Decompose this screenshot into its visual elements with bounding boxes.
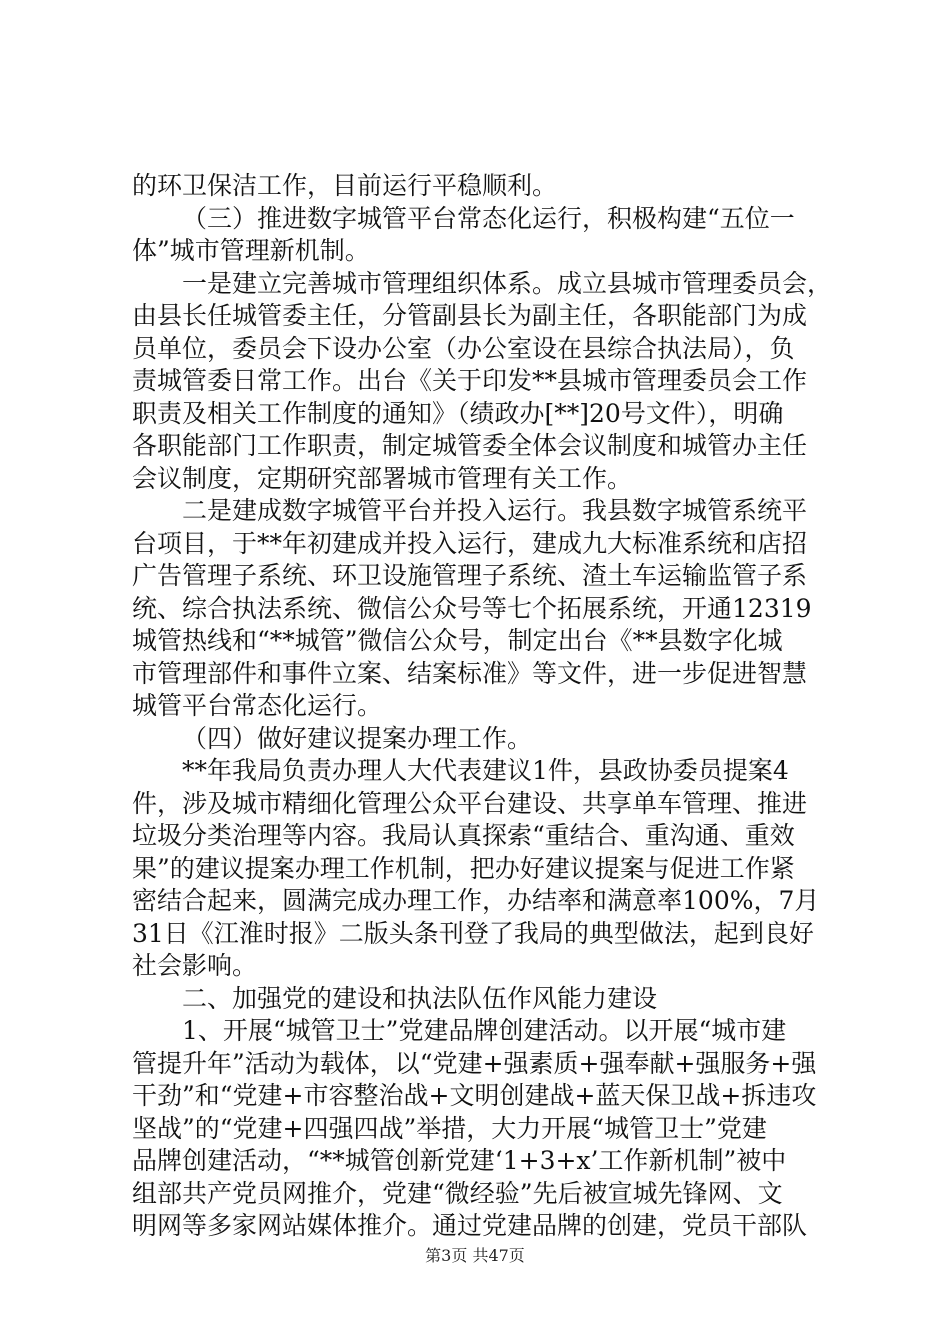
text-line: （三）推进数字城管平台常态化运行，积极构建“五位一 xyxy=(182,203,795,233)
text-line: 品牌创建活动，“**城管创新党建‘1+3+x’工作新机制”被中 xyxy=(132,1146,787,1175)
text-line: 二、加强党的建设和执法队伍作风能力建设 xyxy=(182,983,658,1013)
text-line: 坚战”的“党建+四强四战”举措，大力开展“城管卫士”党建 xyxy=(132,1113,767,1143)
text-line: 职责及相关工作制度的通知》（绩政办[**]20号文件），明确 xyxy=(132,398,784,428)
text-line: 垃圾分类治理等内容。我局认真探索“重结合、重沟通、重效 xyxy=(132,821,795,850)
text-line: 城管平台常态化运行。 xyxy=(132,691,383,720)
text-line: 市管理部件和事件立案、结案标准》等文件，进一步促进智慧 xyxy=(132,658,808,688)
text-line: 果”的建议提案办理工作机制，把办好建议提案与促进工作紧 xyxy=(132,853,795,883)
text-line: 城管热线和“**城管”微信公众号，制定出台《**县数字化城 xyxy=(132,626,783,655)
text-line: 的环卫保洁工作，目前运行平稳顺利。 xyxy=(132,171,558,200)
text-line: 广告管理子系统、环卫设施管理子系统、渣土车运输监管子系 xyxy=(132,561,808,590)
text-line: 台项目，于**年初建成并投入运行，建成九大标准系统和店招 xyxy=(132,528,808,558)
text-line: 明网等多家网站媒体推介。通过党建品牌的创建，党员干部队 xyxy=(132,1211,808,1240)
text-line: 各职能部门工作职责，制定城管委全体会议制度和城管办主任 xyxy=(132,431,808,460)
text-line: 干劲”和“党建+市容整治战+文明创建战+蓝天保卫战+拆违攻 xyxy=(132,1081,817,1110)
text-line: 统、综合执法系统、微信公众号等七个拓展系统，开通12319 xyxy=(132,593,812,623)
text-line: （四）做好建议提案办理工作。 xyxy=(182,723,533,753)
text-line: 一是建立完善城市管理组织体系。成立县城市管理委员会， xyxy=(182,268,833,298)
text-line: 员单位，委员会下设办公室（办公室设在县综合执法局），负 xyxy=(132,333,795,363)
text-line: 组部共产党员网推介，党建“微经验”先后被宣城先锋网、文 xyxy=(132,1178,783,1208)
text-line: **年我局负责办理人大代表建议1件，县政协委员提案4 xyxy=(182,756,789,785)
text-line: 1、开展“城管卫士”党建品牌创建活动。以开展“城市建 xyxy=(182,1016,787,1045)
text-line: 二是建成数字城管平台并投入运行。我县数字城管系统平 xyxy=(182,496,808,525)
text-line: 件，涉及城市精细化管理公众平台建设、共享单车管理、推进 xyxy=(132,788,808,818)
document-body xyxy=(132,170,837,1243)
text-line: 责城管委日常工作。出台《关于印发**县城市管理委员会工作 xyxy=(132,366,808,395)
text-line: 密结合起来，圆满完成办理工作，办结率和满意率100%，7月 xyxy=(132,886,820,915)
text-line: 管提升年”活动为载体，以“党建+强素质+强奉献+强服务+强 xyxy=(132,1048,817,1078)
text-line: 31日《江淮时报》二版头条刊登了我局的典型做法，起到良好 xyxy=(132,918,814,948)
text-line: 会议制度，定期研究部署城市管理有关工作。 xyxy=(132,463,633,493)
text-line: 体”城市管理新机制。 xyxy=(132,236,370,265)
page-number-footer: 第3页 共47页 xyxy=(425,1246,525,1265)
text-line: 社会影响。 xyxy=(132,951,258,980)
text-line: 由县长任城管委主任，分管副县长为副主任，各职能部门为成 xyxy=(132,301,808,330)
